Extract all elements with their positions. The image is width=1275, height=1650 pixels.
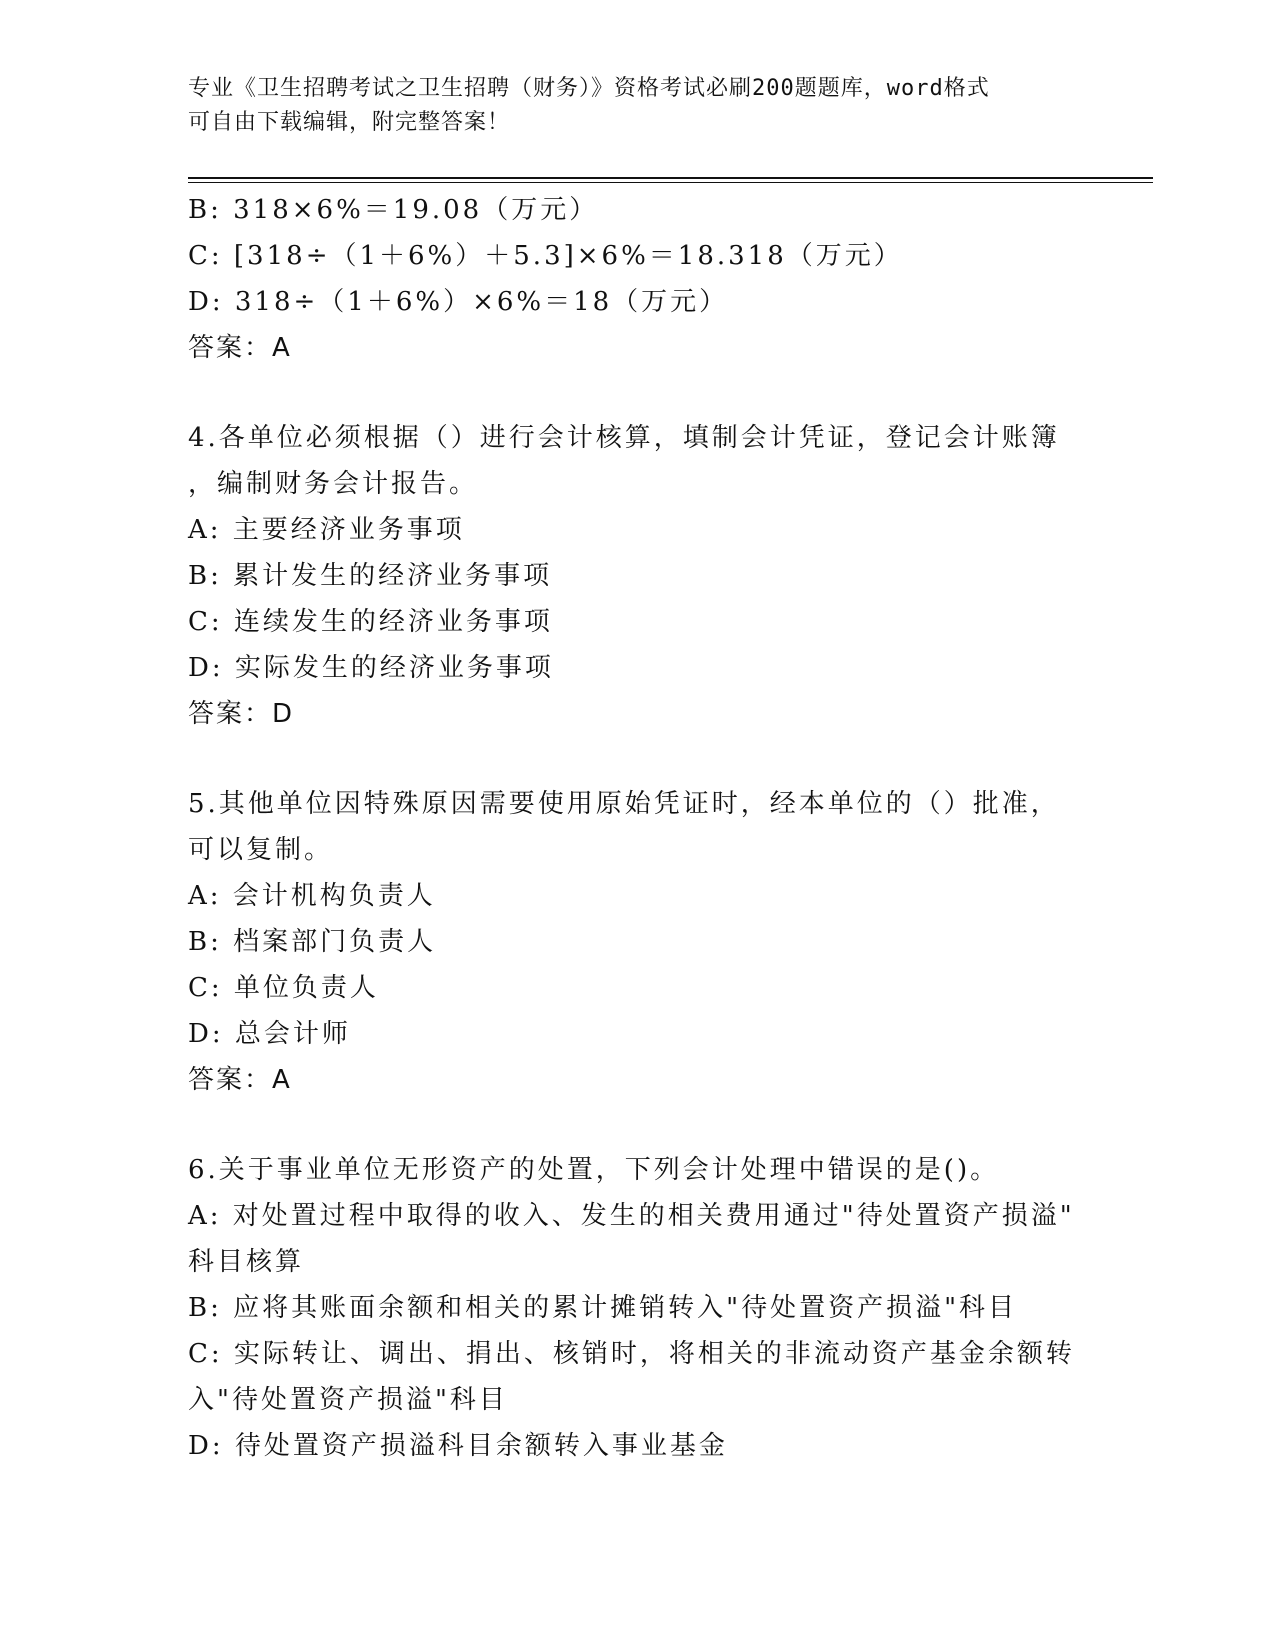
option-d: D: 318÷（1＋6%）×6%＝18（万元） — [188, 287, 729, 317]
question-stem: 4.各单位必须根据（）进行会计核算，填制会计凭证，登记会计账簿 — [188, 423, 1060, 453]
header-title-line-1: 专业《卫生招聘考试之卫生招聘（财务）》资格考试必刷200题题库，word格式 — [188, 76, 990, 101]
option-b: B: 应将其账面余额和相关的累计摊销转入"待处置资产损溢"科目 — [188, 1293, 1018, 1323]
option-a: A: 会计机构负责人 — [188, 881, 436, 911]
option-a-cont: 科目核算 — [188, 1247, 305, 1277]
option-a: A: 对处置过程中取得的收入、发生的相关费用通过"待处置资产损溢" — [188, 1201, 1075, 1231]
answer: 答案：A — [188, 1065, 292, 1095]
question-4 — [188, 415, 1088, 737]
question-stem: 5.其他单位因特殊原因需要使用原始凭证时，经本单位的（）批准， — [188, 789, 1060, 819]
question-5 — [188, 781, 1088, 1103]
option-d: D: 实际发生的经济业务事项 — [188, 653, 554, 683]
option-c: C: 实际转让、调出、捐出、核销时，将相关的非流动资产基金余额转 — [188, 1339, 1075, 1369]
option-d: D: 总会计师 — [188, 1019, 351, 1049]
question-list — [188, 187, 1088, 1469]
question-stem-cont: ，编制财务会计报告。 — [188, 469, 479, 499]
question-stem-cont: 可以复制。 — [188, 835, 334, 865]
question-stem: 6.关于事业单位无形资产的处置，下列会计处理中错误的是()。 — [188, 1155, 1000, 1185]
header-title-line-2: 可自由下载编辑，附完整答案！ — [188, 110, 511, 135]
spacer — [188, 1103, 1088, 1147]
option-c: C: 单位负责人 — [188, 973, 379, 1003]
option-b: B: 档案部门负责人 — [188, 927, 437, 957]
option-c: C: 连续发生的经济业务事项 — [188, 607, 553, 637]
question-6 — [188, 1147, 1088, 1469]
header-divider-thick — [188, 177, 1153, 179]
option-a: A: 主要经济业务事项 — [188, 515, 465, 545]
answer: 答案：A — [188, 333, 292, 363]
spacer — [188, 371, 1088, 415]
answer: 答案：D — [188, 699, 295, 729]
spacer — [188, 737, 1088, 781]
question-3 — [188, 187, 1088, 371]
option-c: C: [318÷（1＋6%）＋5.3]×6%＝18.318（万元） — [188, 241, 903, 271]
option-b: B: 累计发生的经济业务事项 — [188, 561, 553, 591]
header-divider-thin — [188, 182, 1153, 183]
option-b: B: 318×6%＝19.08（万元） — [188, 195, 599, 225]
option-c-cont: 入"待处置资产损溢"科目 — [188, 1385, 508, 1415]
page-header — [188, 72, 1068, 140]
option-d: D: 待处置资产损溢科目余额转入事业基金 — [188, 1431, 728, 1461]
